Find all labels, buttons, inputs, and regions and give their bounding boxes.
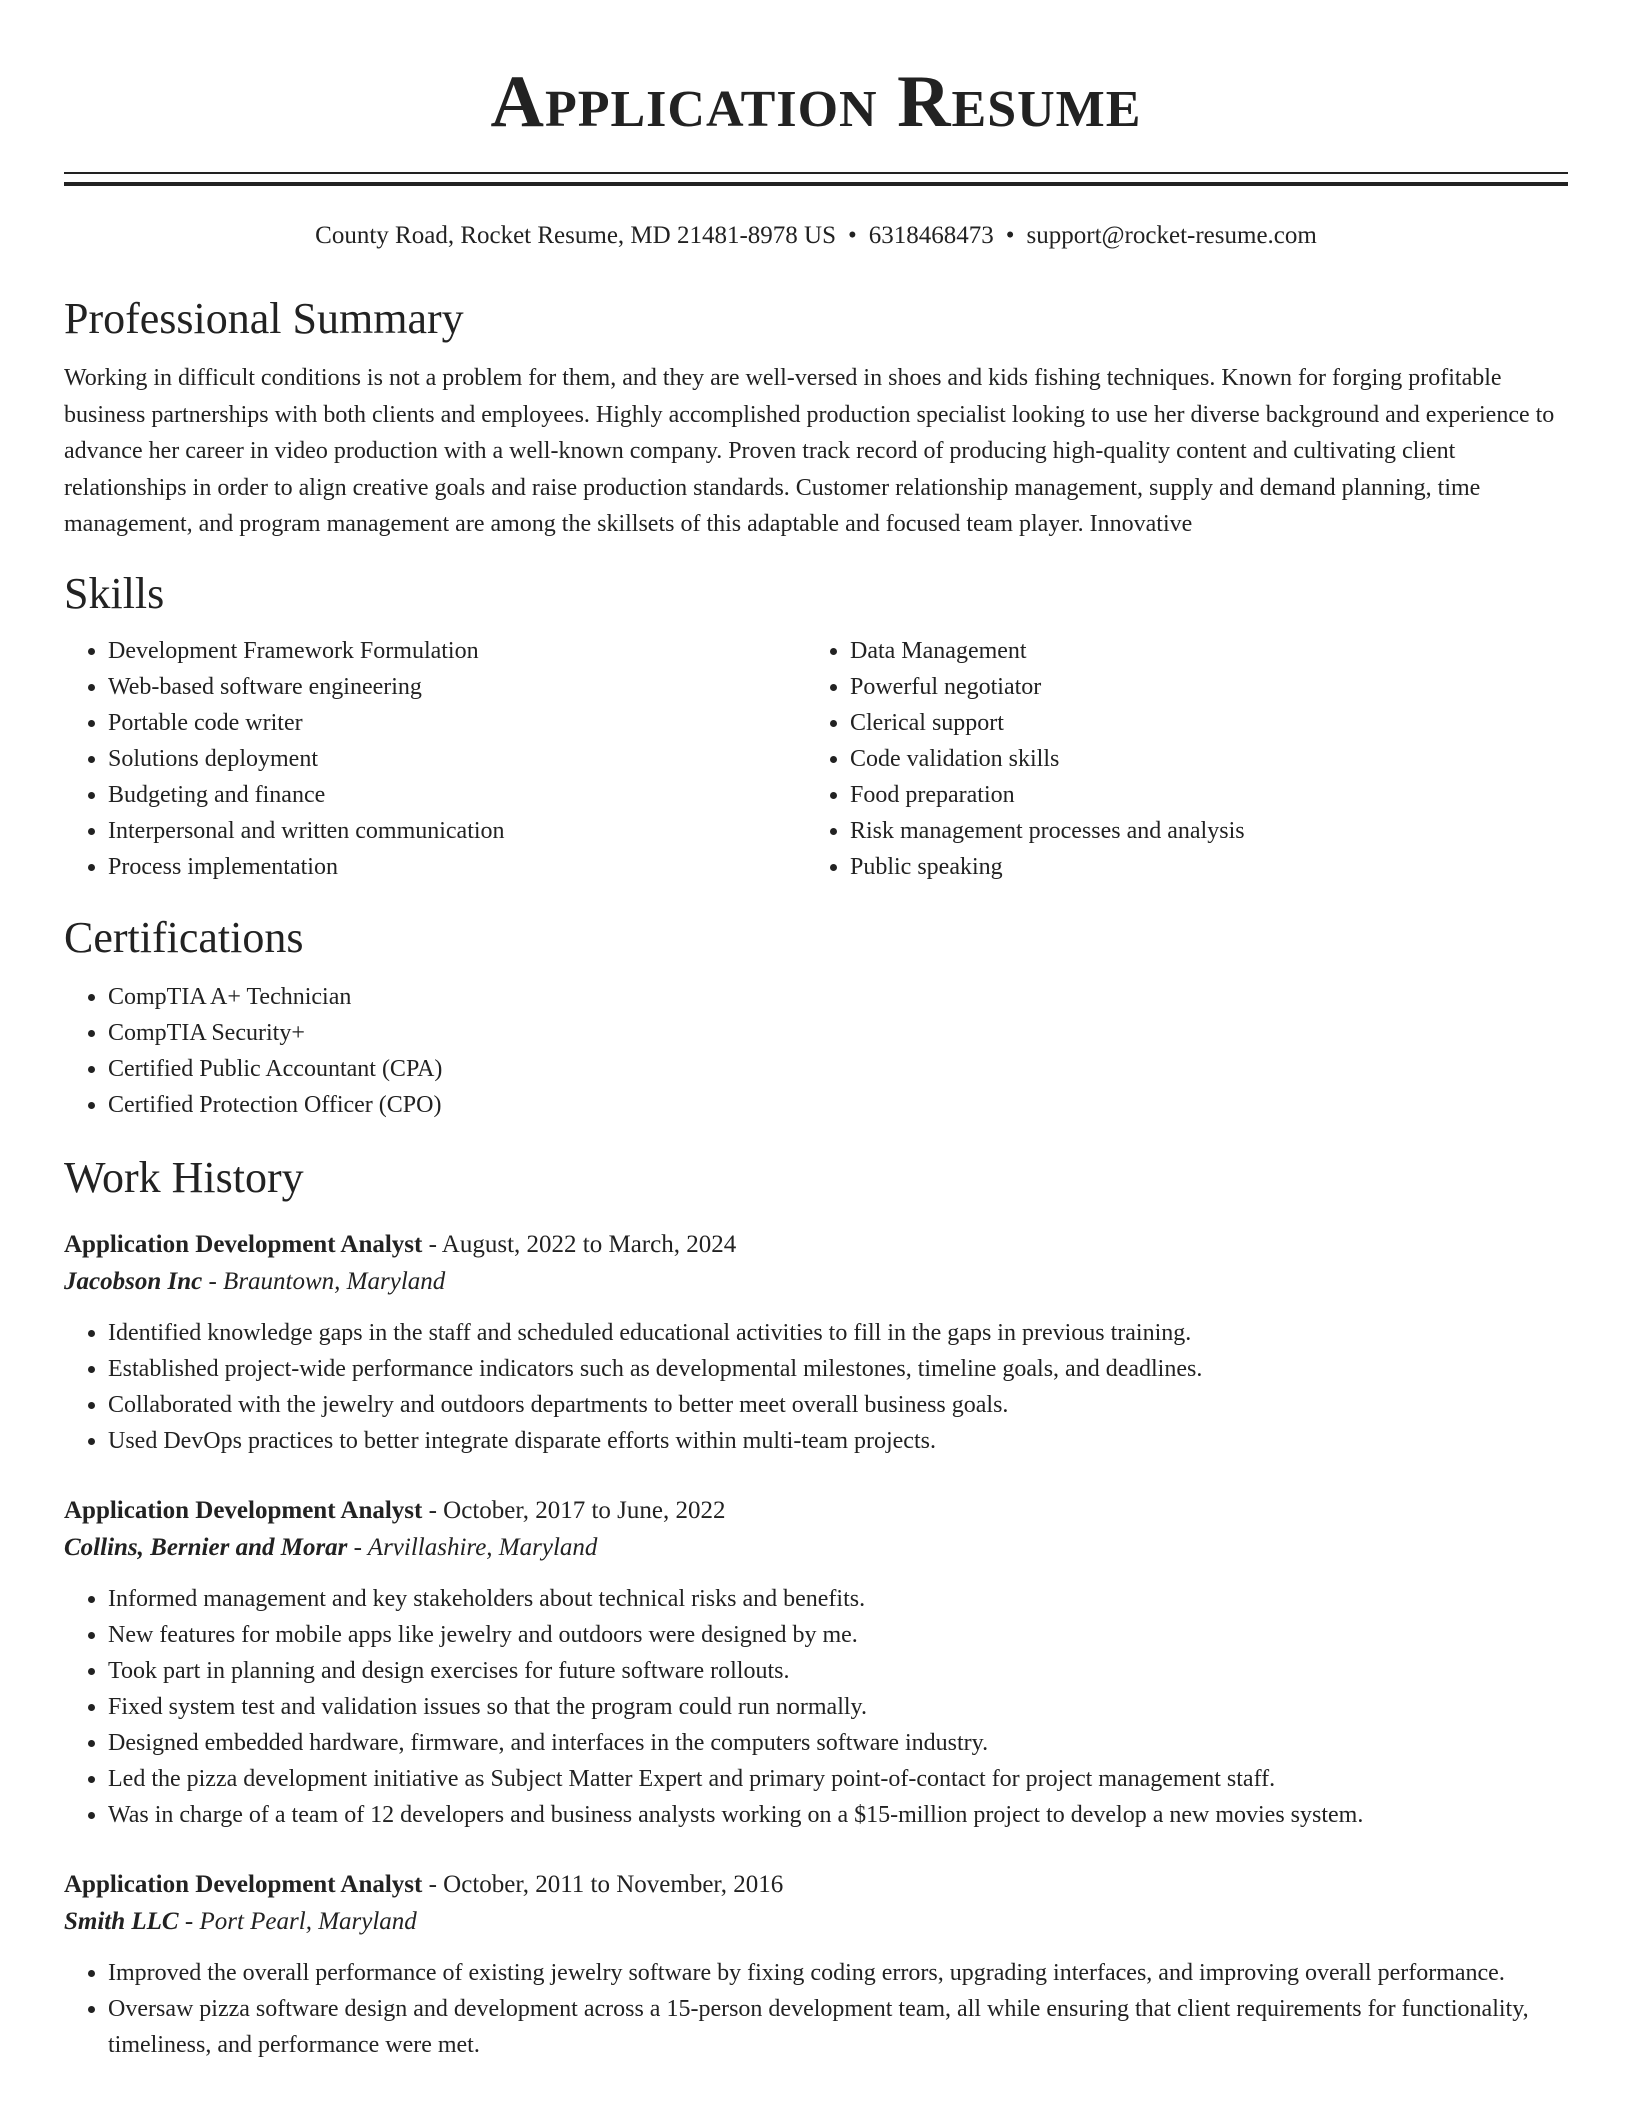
contact-phone: 6318468473 xyxy=(868,222,994,249)
skills-heading: Skills xyxy=(64,568,165,618)
title-double-rule xyxy=(64,172,1568,186)
skill-item: • Interpersonal and written communication xyxy=(108,813,806,849)
skill-item: • Powerful negotiator xyxy=(850,669,1548,705)
job-duty: • Was in charge of a team of 12 developers and business analysts working on a $15-million project to develop a new movies system. xyxy=(108,1797,1568,1833)
work-history-heading: Work History xyxy=(64,1152,304,1202)
job-duty: • Improved the overall performance of existing jewelry software by fixing coding errors, upgrading interfaces, and improving overall performance. xyxy=(108,1955,1568,1991)
certifications-heading: Certifications xyxy=(64,912,304,962)
certification-item: • CompTIA Security+ xyxy=(108,1015,1568,1051)
contact-separator: • xyxy=(1005,222,1015,249)
resume-title: Application Resume xyxy=(490,61,1142,143)
summary-heading: Professional Summary xyxy=(64,294,464,343)
skills-list-left xyxy=(64,633,806,885)
company-line xyxy=(64,1529,1568,1567)
contact-address: County Road, Rocket Resume, MD 21481-8978 US xyxy=(315,222,836,249)
job-duty: • New features for mobile apps like jewelry and outdoors were designed by me. xyxy=(108,1617,1568,1653)
company-name: Collins, Bernier and Morar xyxy=(64,1533,348,1561)
job-duty: • Established project-wide performance indicators such as developmental milestones, timeline goals, and deadlines. xyxy=(108,1351,1568,1387)
certifications-list xyxy=(64,979,1568,1123)
certification-item: • CompTIA A+ Technician xyxy=(108,979,1568,1015)
skill-item: • Data Management xyxy=(850,633,1548,669)
certification-item: • Certified Public Accountant (CPA) xyxy=(108,1051,1568,1087)
summary-text: Working in difficult conditions is not a problem for them, and they are well-versed in shoes and kids fishing techniques. Known for forging profitable business partnerships with both clients and employees. Highly accomplished production specialist looking to use her diverse background and experience to advance her career in video production with a well-known company. Proven track record of producing high-quality content and cultivating client relationships in order to align creative goals and raise production standards. Customer relationship management, supply and demand planning, time management, and program management are among the skillsets of this adaptable and focused team player. Innovative xyxy=(64,365,1555,537)
job-title: Application Development Analyst xyxy=(64,1496,423,1524)
company-name: Smith LLC xyxy=(64,1907,179,1935)
job-entry xyxy=(64,1227,1568,1459)
contact-line xyxy=(64,220,1568,252)
skills-column-left xyxy=(64,633,806,885)
job-title: Application Development Analyst xyxy=(64,1230,423,1258)
job-title: Application Development Analyst xyxy=(64,1870,423,1898)
job-duty: • Informed management and key stakeholders about technical risks and benefits. xyxy=(108,1581,1568,1617)
skill-item: • Solutions deployment xyxy=(108,741,806,777)
company-name: Jacobson Inc xyxy=(64,1267,203,1295)
job-duty: • Led the pizza development initiative as Subject Matter Expert and primary point-of-contact for project management staff. xyxy=(108,1761,1568,1797)
job-entry xyxy=(64,1867,1568,2063)
job-entry xyxy=(64,1493,1568,1833)
skills-column-right xyxy=(806,633,1548,885)
job-dates: - October, 2017 to June, 2022 xyxy=(422,1496,726,1524)
company-location: - Arvillashire, Maryland xyxy=(347,1533,598,1561)
skill-item: • Portable code writer xyxy=(108,705,806,741)
company-location: - Port Pearl, Maryland xyxy=(178,1907,417,1935)
company-location: - Brauntown, Maryland xyxy=(202,1267,446,1295)
skills-list-right xyxy=(806,633,1548,885)
job-duty: • Took part in planning and design exercises for future software rollouts. xyxy=(108,1653,1568,1689)
job-duty: • Fixed system test and validation issues so that the program could run normally. xyxy=(108,1689,1568,1725)
contact-email: support@rocket-resume.com xyxy=(1026,222,1317,249)
skill-item: • Budgeting and finance xyxy=(108,777,806,813)
job-duty: • Oversaw pizza software design and development across a 15-person development team, all while ensuring that client requirements for functionality, timeliness, and performance were met. xyxy=(108,1991,1568,2063)
skill-item: • Risk management processes and analysis xyxy=(850,813,1548,849)
job-duty: • Used DevOps practices to better integrate disparate efforts within multi-team projects. xyxy=(108,1423,1568,1459)
certification-item: • Certified Protection Officer (CPO) xyxy=(108,1087,1568,1123)
skill-item: • Clerical support xyxy=(850,705,1548,741)
job-duty: • Identified knowledge gaps in the staff and scheduled educational activities to fill in the gaps in previous training. xyxy=(108,1315,1568,1351)
job-duties-list xyxy=(64,1955,1568,2063)
job-duty: • Designed embedded hardware, firmware, and interfaces in the computers software industry. xyxy=(108,1725,1568,1761)
job-title-line xyxy=(64,1227,1568,1263)
company-line xyxy=(64,1263,1568,1301)
skill-item: • Development Framework Formulation xyxy=(108,633,806,669)
skills-columns xyxy=(64,633,1568,885)
skill-item: • Food preparation xyxy=(850,777,1548,813)
job-duties-list xyxy=(64,1315,1568,1459)
job-duties-list xyxy=(64,1581,1568,1833)
job-dates: - October, 2011 to November, 2016 xyxy=(422,1870,784,1898)
job-dates: - August, 2022 to March, 2024 xyxy=(422,1230,737,1258)
job-duty: • Collaborated with the jewelry and outdoors departments to better meet overall business goals. xyxy=(108,1387,1568,1423)
company-line xyxy=(64,1903,1568,1941)
contact-separator: • xyxy=(848,222,857,249)
job-title-line xyxy=(64,1867,1568,1903)
skill-item: • Code validation skills xyxy=(850,741,1548,777)
skill-item: • Public speaking xyxy=(850,849,1548,885)
job-title-line xyxy=(64,1493,1568,1529)
skill-item: • Web-based software engineering xyxy=(108,669,806,705)
skill-item: • Process implementation xyxy=(108,849,806,885)
